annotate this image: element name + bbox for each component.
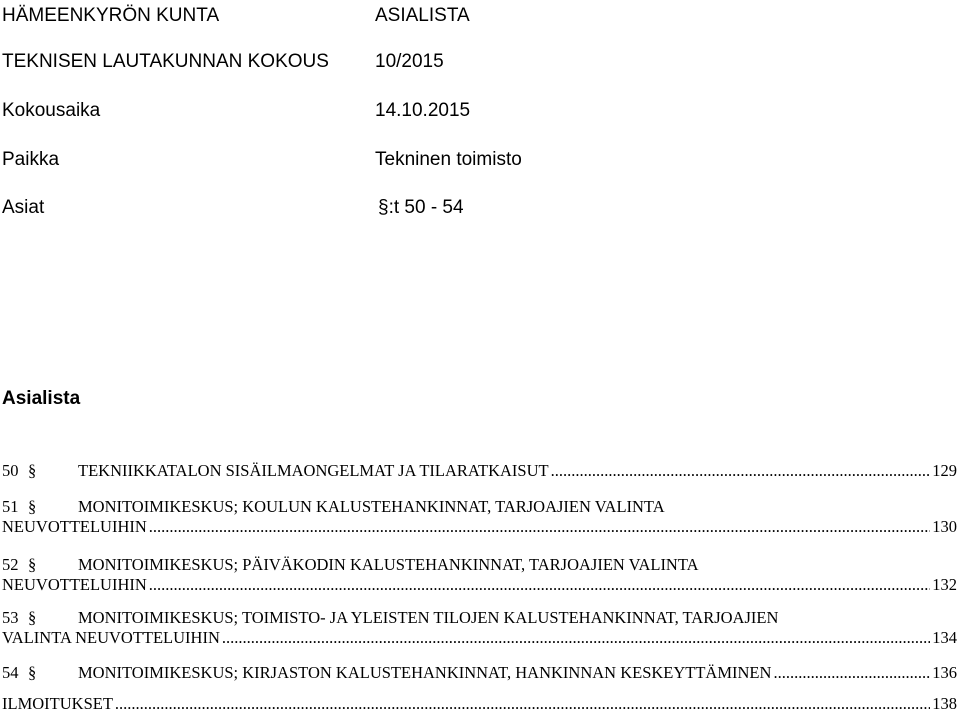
toc-entry-number: 52 [2,555,19,574]
meeting-name: TEKNISEN LAUTAKUNNAN KOKOUS [2,51,329,72]
toc-page-number: 132 [932,575,957,594]
meeting-time-value: 14.10.2015 [375,100,471,121]
toc-entry-title-continuation: NEUVOTTELUIHIN [2,517,147,536]
toc-entry-51[interactable] [2,497,957,537]
toc-page-number: 136 [932,663,957,682]
toc-entry-title: TEKNIIKKATALON SISÄILMAONGELMAT JA TILARATKAISUT [78,461,549,480]
dot-leader [149,575,930,595]
section-symbol: § [28,461,37,480]
dot-leader [773,663,930,683]
dot-leader [149,517,930,537]
toc-entry-title-continuation: VALINTA NEUVOTTELUIHIN [2,628,220,647]
toc-page-number: 138 [932,694,957,713]
section-symbol: § [28,663,37,682]
toc-entry-title: ILMOITUKSET [2,694,113,713]
toc-page-number: 129 [932,461,957,480]
dot-leader [551,461,931,481]
toc-entry-title: MONITOIMIKESKUS; TOIMISTO- JA YLEISTEN TILOJEN KALUSTEHANKINNAT, TARJOAJIEN [78,608,779,627]
toc-entry-number: 51 [2,497,19,516]
meeting-number: 10/2015 [375,51,444,72]
document-type: ASIALISTA [375,5,470,26]
toc-entry-54[interactable] [2,663,957,683]
toc-entry-50[interactable] [2,461,957,481]
section-symbol: § [28,497,37,516]
dot-leader [115,694,930,714]
meeting-place-value: Tekninen toimisto [375,149,522,170]
dot-leader [222,628,930,648]
items-section-symbol: § [378,197,389,218]
agenda-heading: Asialista [2,388,81,409]
toc-page-number: 130 [932,517,957,536]
toc-entry-title: MONITOIMIKESKUS; KOULUN KALUSTEHANKINNAT, TARJOAJIEN VALINTA [78,497,665,516]
toc-entry-title: MONITOIMIKESKUS; KIRJASTON KALUSTEHANKINNAT, HANKINNAN KESKEYTTÄMINEN [78,663,772,682]
meeting-place-label: Paikka [2,149,60,170]
toc-entry-52[interactable] [2,555,957,595]
section-symbol: § [28,608,37,627]
toc-entry-number: 53 [2,608,19,627]
items-value: §:t 50 - 54 [378,197,464,218]
toc-entry-53[interactable] [2,608,957,648]
toc-entry-title: MONITOIMIKESKUS; PÄIVÄKODIN KALUSTEHANKINNAT, TARJOAJIEN VALINTA [78,555,699,574]
municipality-name: HÄMEENKYRÖN KUNTA [2,5,220,26]
toc-entry-announcements[interactable] [2,694,957,714]
toc-entry-number: 54 [2,663,19,682]
meeting-time-label: Kokousaika [2,100,101,121]
toc-entry-title-continuation: NEUVOTTELUIHIN [2,575,147,594]
toc-entry-number: 50 [2,461,19,480]
section-symbol: § [28,555,37,574]
items-label: Asiat [2,197,45,218]
toc-page-number: 134 [932,628,957,647]
